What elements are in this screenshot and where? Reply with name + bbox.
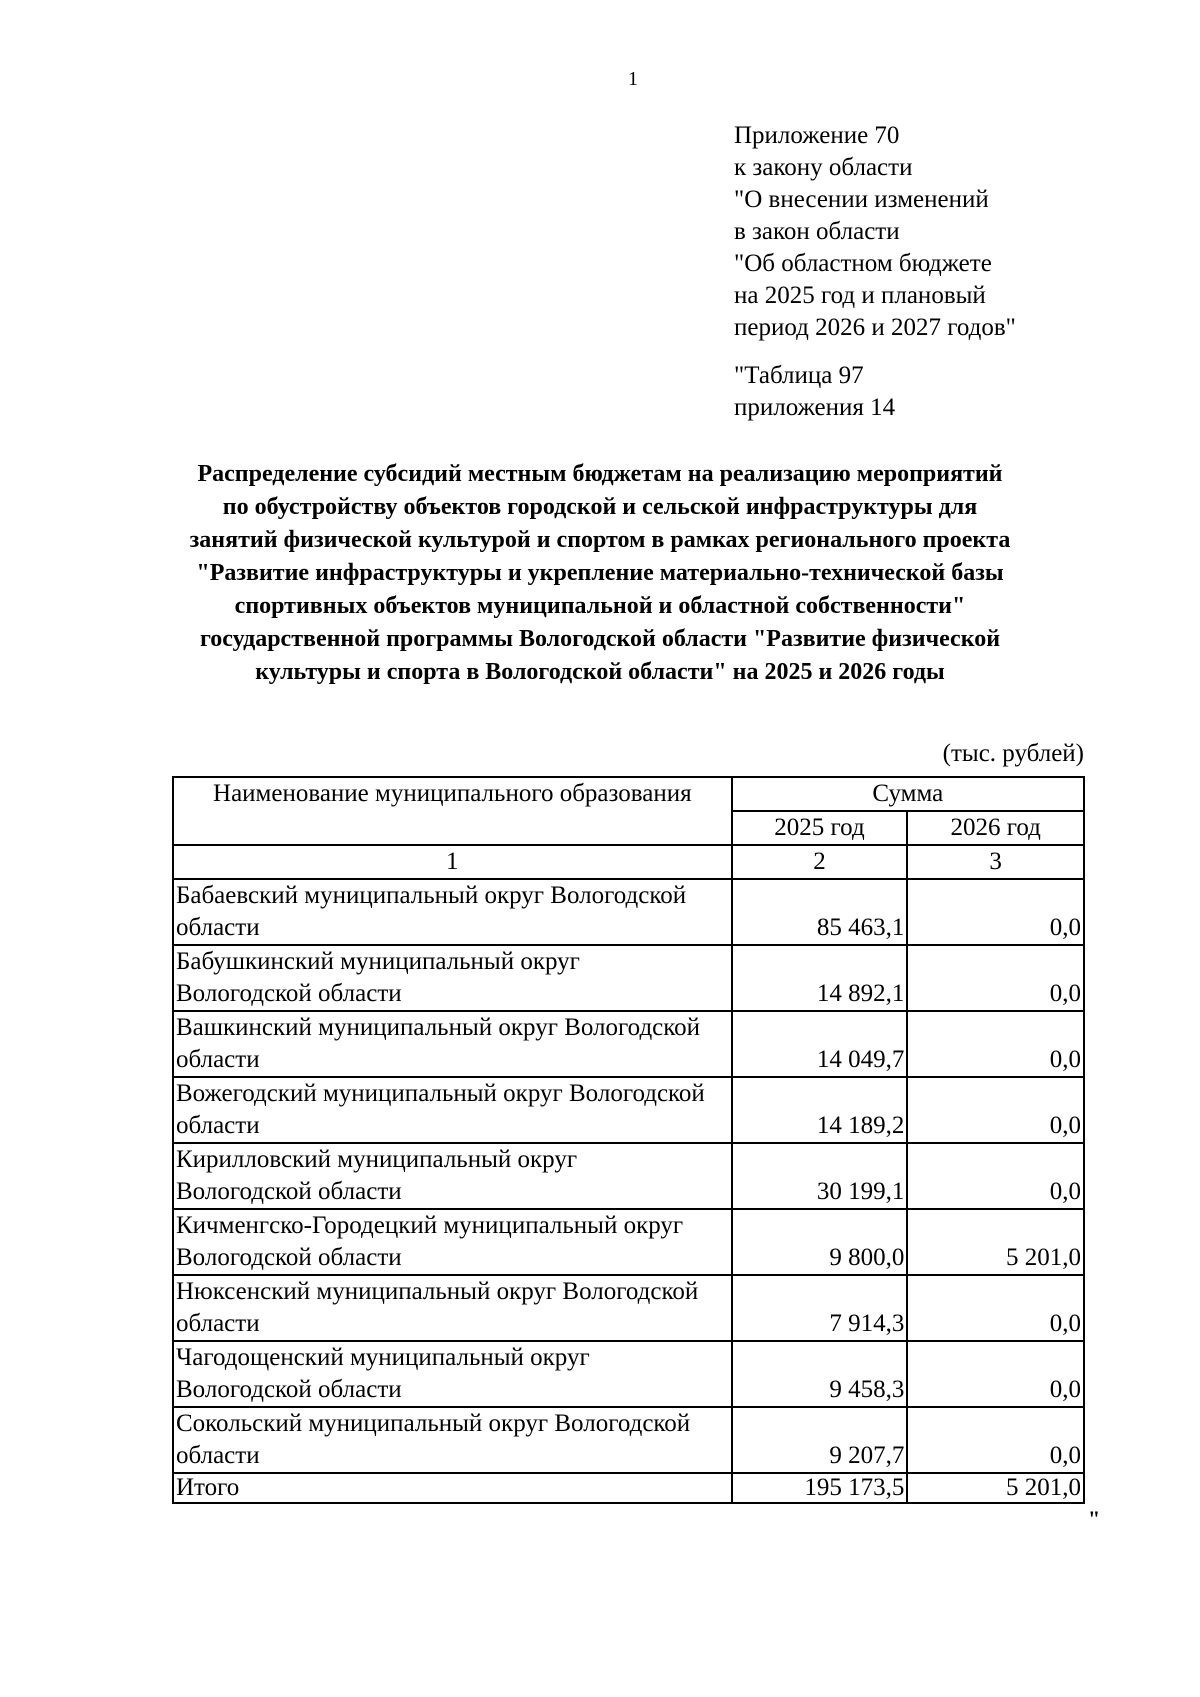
total-2026: 5 201,0 [907,1473,1084,1503]
table-ref-line: "Таблица 97 [734,362,864,389]
table-row [173,1275,1084,1341]
amount-2026: 0,0 [907,1143,1084,1209]
amount-2026: 0,0 [907,1341,1084,1407]
table-row [173,1209,1084,1275]
subsidy-table [172,776,1085,1504]
amount-2026: 5 201,0 [907,1209,1084,1275]
document-title [150,458,1050,689]
amount-2025: 9 458,3 [732,1341,908,1407]
table-row [173,1341,1084,1407]
municipality-name [173,1143,732,1209]
name-line: области [176,1310,260,1337]
appendix-line: период 2026 и 2027 годов" [734,314,1016,341]
table-row [173,1077,1084,1143]
appendix-reference [734,120,1016,344]
title-line: культуры и спорта в Вологодской области" на 2025 и 2026 годы [255,659,945,685]
table-row [173,1407,1084,1473]
title-line: "Развитие инфраструктуры и укрепление материально-технической базы [196,560,1004,586]
amount-2025: 9 800,0 [732,1209,908,1275]
name-line: Вожегодский муниципальный округ Вологодской [176,1080,705,1107]
amount-2025: 9 207,7 [732,1407,908,1473]
title-line: спортивных объектов муниципальной и областной собственности" [234,593,966,619]
name-line: Кичменгско-Городецкий муниципальный округ [176,1212,684,1239]
municipality-name [173,1275,732,1341]
amount-2025: 7 914,3 [732,1275,908,1341]
appendix-line: на 2025 год и плановый [734,282,986,309]
table-ref-line: приложения 14 [734,394,896,421]
table-row [173,879,1084,945]
name-line: области [176,1442,260,1469]
appendix-line: в закон области [734,218,900,245]
appendix-line: Приложение 70 [734,122,900,149]
name-line: Вологодской области [176,1178,402,1205]
total-row [173,1473,1084,1503]
header-year-2025: 2025 год [732,811,908,845]
table-row [173,1011,1084,1077]
name-line: области [176,1112,260,1139]
amount-2026: 0,0 [907,879,1084,945]
name-line: Нюксенский муниципальный округ Вологодской [176,1278,699,1305]
appendix-line: "Об областном бюджете [734,250,992,277]
amount-2025: 14 892,1 [732,945,908,1011]
appendix-line: к закону области [734,154,913,181]
title-line: государственной программы Вологодской области "Развитие физической [199,626,1001,652]
name-line: Вологодской области [176,980,402,1007]
name-line: области [176,914,260,941]
amount-2025: 30 199,1 [732,1143,908,1209]
name-line: Вологодской области [176,1244,402,1271]
municipality-name [173,1341,732,1407]
title-line: занятий физической культурой и спортом в рамках регионального проекта [189,527,1011,553]
name-line: Кирилловский муниципальный округ [176,1146,578,1173]
municipality-name [173,879,732,945]
table-header-row [173,777,1084,811]
column-numbers-row [173,845,1084,879]
title-line: Распределение субсидий местным бюджетам на реализацию мероприятий [197,461,1003,487]
closing-quote: " [1088,1506,1101,1531]
table-row [173,1143,1084,1209]
appendix-line: "О внесении изменений [734,186,989,213]
table-reference [734,360,895,424]
column-number: 2 [732,845,908,879]
total-label: Итого [173,1473,732,1503]
units-label: (тыс. рублей) [942,740,1084,767]
amount-2026: 0,0 [907,1077,1084,1143]
municipality-name [173,945,732,1011]
name-line: Вологодской области [176,1376,402,1403]
name-line: Сокольский муниципальный округ Вологодской [176,1410,691,1437]
amount-2026: 0,0 [907,1011,1084,1077]
amount-2026: 0,0 [907,945,1084,1011]
municipality-name [173,1209,732,1275]
column-number: 1 [173,845,732,879]
amount-2026: 0,0 [907,1407,1084,1473]
name-line: Чагодощенский муниципальный округ [176,1344,590,1371]
header-name: Наименование муниципального образования [173,777,732,845]
header-year-2026: 2026 год [907,811,1084,845]
name-line: Бабаевский муниципальный округ Вологодской [176,882,687,909]
page-number: 1 [628,68,638,90]
municipality-name [173,1077,732,1143]
total-2025: 195 173,5 [732,1473,908,1503]
name-line: Вашкинский муниципальный округ Вологодской [176,1014,701,1041]
municipality-name [173,1407,732,1473]
column-number: 3 [907,845,1084,879]
municipality-name [173,1011,732,1077]
title-line: по обустройству объектов городской и сельской инфраструктуры для [222,494,978,520]
header-sum: Сумма [732,777,1084,811]
amount-2025: 14 189,2 [732,1077,908,1143]
amount-2025: 85 463,1 [732,879,908,945]
table-row [173,945,1084,1011]
name-line: Бабушкинский муниципальный округ [176,948,580,975]
name-line: области [176,1046,260,1073]
amount-2026: 0,0 [907,1275,1084,1341]
amount-2025: 14 049,7 [732,1011,908,1077]
